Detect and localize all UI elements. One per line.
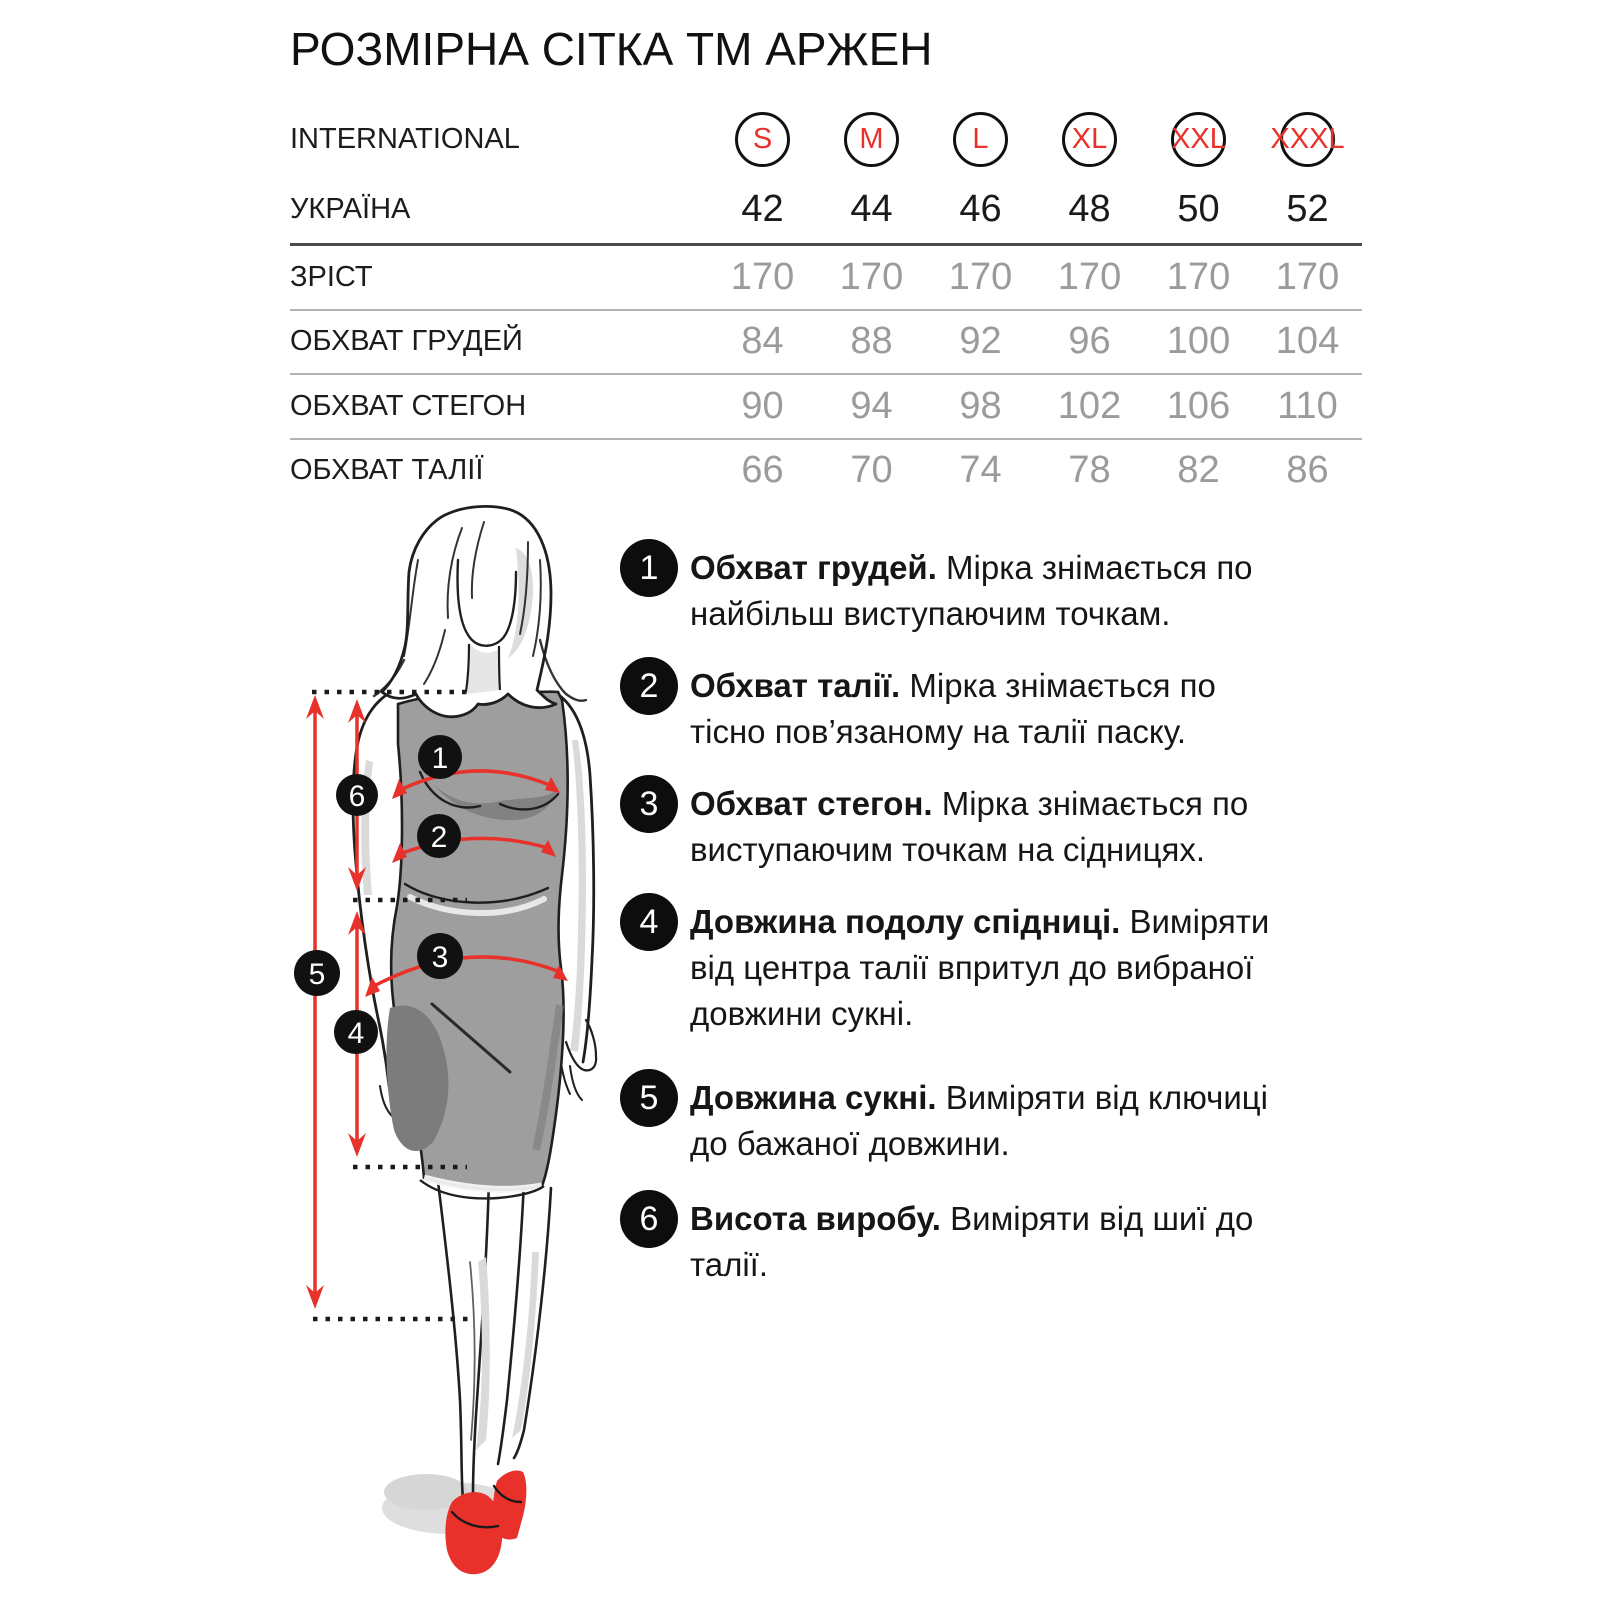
ukraine-label: УКРАЇНА (290, 193, 411, 225)
value-cell: 98 (959, 384, 1002, 427)
marker-label-2: 2 (430, 821, 448, 854)
marker-label-6: 6 (348, 780, 366, 813)
size-circle-m: M (844, 112, 899, 167)
size-cell (817, 112, 926, 167)
legend-text: Обхват талії. Мірка знімається по тісно пов’язаному на талії паску. (690, 667, 1216, 750)
row-label: ЗРІСТ (290, 260, 373, 293)
value-cell: 86 (1286, 449, 1329, 492)
legend-text: Висота виробу. Виміряти від шиї до талії. (690, 1200, 1254, 1283)
value-cell: 84 (741, 320, 784, 363)
size-cell (1035, 112, 1144, 167)
value-cell: 110 (1277, 384, 1338, 427)
size-cell (1253, 112, 1362, 167)
value-cell: 170 (1057, 255, 1122, 298)
legend-number-badge: 2 (620, 657, 678, 715)
table-row-international (290, 102, 1362, 176)
size-cell (1144, 112, 1253, 167)
value-cell: 106 (1166, 384, 1231, 427)
value-cell: 170 (1275, 255, 1340, 298)
value-cell: 170 (948, 255, 1013, 298)
legend-number-badge: 3 (620, 775, 678, 833)
value-cell: 90 (741, 384, 784, 427)
legend-text: Обхват стегон. Мірка знімається по виступаючим точкам на сідницях. (690, 785, 1249, 868)
legend-text: Довжина подолу спідниці. Виміряти від центра талії впритул до вибраної довжини сукні. (690, 903, 1270, 1032)
size-circle-s: S (735, 112, 790, 167)
legend-text: Обхват грудей. Мірка знімається по найбільш виступаючим точкам. (690, 549, 1253, 632)
value-cell: 104 (1275, 320, 1340, 363)
value-cell: 66 (741, 449, 784, 492)
row-label: ОБХВАТ ГРУДЕЙ (290, 325, 523, 358)
value-cell: 102 (1057, 384, 1122, 427)
value-cell: 74 (959, 449, 1002, 492)
size-cell (708, 112, 817, 167)
size-circle-l: L (953, 112, 1008, 167)
ukraine-size: 50 (1177, 188, 1220, 230)
marker-label-4: 4 (347, 1017, 365, 1050)
table-row-hips (290, 375, 1362, 440)
international-label: INTERNATIONAL (290, 122, 520, 155)
legend-number-badge: 5 (620, 1069, 678, 1127)
value-cell: 82 (1177, 449, 1220, 492)
ukraine-size: 52 (1286, 188, 1329, 230)
value-cell: 78 (1068, 449, 1111, 492)
size-table (290, 102, 1362, 502)
value-cell: 170 (1166, 255, 1231, 298)
marker-label-1: 1 (431, 742, 449, 775)
page-title: РОЗМІРНА СІТКА ТМ АРЖЕН (290, 23, 933, 75)
value-cell: 96 (1068, 320, 1111, 363)
value-cell: 88 (850, 320, 893, 363)
value-cell: 170 (730, 255, 795, 298)
legend-term: Висота виробу. (690, 1200, 941, 1237)
value-cell: 100 (1166, 320, 1231, 363)
table-row-height (290, 243, 1362, 311)
legend-number-badge: 1 (620, 539, 678, 597)
ukraine-size: 48 (1068, 188, 1111, 230)
ukraine-size: 44 (850, 188, 893, 230)
measurement-figure (280, 480, 630, 1580)
size-cell (926, 112, 1035, 167)
row-label: ОБХВАТ ТАЛІЇ (290, 454, 484, 487)
legend-term: Довжина подолу спідниці. (690, 903, 1121, 940)
marker-label-5: 5 (308, 958, 326, 991)
legend-term: Обхват грудей. (690, 549, 937, 586)
size-circle-xxxl: XXXL (1280, 112, 1335, 167)
ukraine-size: 42 (741, 188, 784, 230)
value-cell: 170 (839, 255, 904, 298)
legend-term: Обхват талії. (690, 667, 901, 704)
row-label: ОБХВАТ СТЕГОН (290, 389, 527, 422)
size-circle-xl: XL (1062, 112, 1117, 167)
ukraine-size: 46 (959, 188, 1002, 230)
legend-term: Обхват стегон. (690, 785, 933, 822)
legend-number-badge: 6 (620, 1190, 678, 1248)
size-circle-xxl: XXL (1171, 112, 1226, 167)
woman-sketch-illustration (280, 480, 630, 1580)
legend-text: Довжина сукні. Виміряти від ключиці до бажаної довжини. (690, 1079, 1268, 1162)
value-cell: 70 (850, 449, 893, 492)
legend-number-badge: 4 (620, 893, 678, 951)
table-row-chest (290, 311, 1362, 376)
value-cell: 92 (959, 320, 1002, 363)
marker-label-3: 3 (431, 941, 449, 974)
table-row-ukraine (290, 176, 1362, 243)
value-cell: 94 (850, 384, 893, 427)
legend-term: Довжина сукні. (690, 1079, 937, 1116)
